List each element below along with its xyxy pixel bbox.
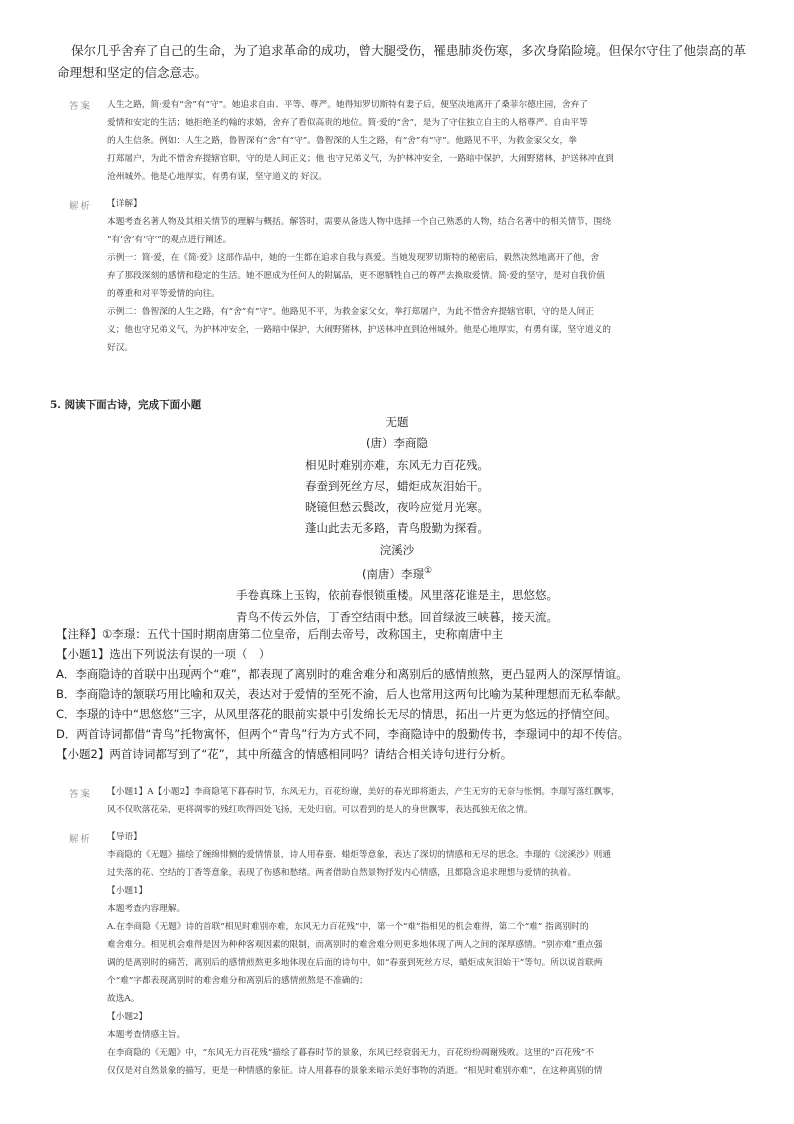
intro-paragraph: 保尔几乎舍弃了自己的生命，为了追求革命的成功，曾大腿受伤，罹患肺炎伤寒，多次身陷险境。但保尔守住了他崇高的革命理想和坚定的信念意志。 [57, 43, 747, 80]
analysis-line: A.在李商隐《无题》诗的首联“相见时难别亦难，东风无力百花残”中，第一个“难”指相见的机会难得，第二个“难” 指离别时的 [107, 922, 589, 932]
question-body [56, 624, 629, 764]
sub-question-2: 【小题2】两首诗词都写到了“花”，其中所蕴含的情感相同吗？请结合相关诗句进行分析。 [56, 747, 513, 761]
answer-line: 【小题1】A【小题2】李商隐笔下暮春时节，东风无力，百花纷谢，美好的春光即将逝去，产生无穷的无奈与怅惘。李璟写落红飘零， [107, 787, 620, 797]
analysis-line: 【导语】 [107, 832, 142, 842]
analysis-line: 仅仅是对自然景象的描写，更是一种情感的象征。诗人用暮春的景象来暗示美好事物的消逝。“相见时难别亦难”，在这种离别的情 [107, 1066, 603, 1076]
analysis-line: 本题考查内容理解。 [107, 904, 186, 914]
analysis-line: 过失落的花、空结的丁香等意象，表现了伤感和愁绪。两者借助自然景物抒发内心情感，且都隐含追求理想与爱情的执着。 [107, 868, 577, 878]
analysis-line: 示例一：简·爱，在《简·爱》这部作品中，她的一生都在追求自我与真爱。当她发现罗切斯特的秘密后，毅然决然地离开了他，舍 [107, 253, 600, 263]
option-d: D．两首诗词都借“青鸟”托物寓怀，但两个“青鸟”行为方式不同，李商隐诗中的殷勤传书，李璟词中的却不传信。 [56, 727, 630, 741]
analysis-tag: 解析 [69, 834, 93, 845]
answer-line: 人生之路，简·爱有“舍”有“守”。她追求自由、平等、尊严。她得知罗切斯特有妻子后，便坚决地离开了桑菲尔德庄园，舍弃了 [107, 100, 588, 110]
poem2-author: (南唐）李璟① [361, 566, 433, 581]
analysis-line: 李商隐的《无题》描绘了缠绵悱恻的爱情情景，诗人用春蚕、蜡炬等意象，表达了深切的情感和无尽的思念。李璟的《浣溪沙》则通 [107, 850, 611, 860]
answer-tag: 答案 [69, 101, 93, 112]
analysis-line: 本题考查名著人物及其相关情节的理解与概括。解答时，需要从备选人物中选择一个自己熟悉的人物，结合名著中的相关情节，围绕 [107, 217, 611, 227]
analysis-line: 示例二：鲁智深的人生之路，有“舍”有“守”。他路见不平，为救金家父女，拳打郑屠户，为此不惜舍弃提辖官职，守的是人间正 [107, 307, 594, 317]
analysis-line: 故选A。 [107, 994, 140, 1004]
poem1-line: 相见时难别亦难，东风无力百花残。 [305, 457, 489, 472]
poem1-author: (唐）李商隐 [366, 436, 428, 451]
option-b: B．李商隐诗的颔联巧用比喻和双关，表达对于爱情的至死不渝，后人也常用这两句比喻为某种理想而无私奉献。 [56, 687, 628, 701]
option-c: C．李璟的诗中“思悠悠”三字，从风里落花的眼前实景中引发绵长无尽的情思，拓出一片更为悠远的抒情空间。 [56, 707, 617, 721]
analysis-line: 调的是离别时的痛苦，离别后的感情煎熬更多地体现在后面的诗句中，如“春蚕到死丝方尽，蜡炬成灰泪始干”等句。所以说首联两 [107, 958, 603, 968]
question-5-heading: 5. 阅读下面古诗，完成下面小题 [50, 399, 202, 411]
analysis-line: 的尊重和对平等爱情的向往。 [107, 289, 220, 299]
poem2-title: 浣溪沙 [379, 542, 415, 557]
option-a: A．李商隐诗的首联中出现两个“难”，都表现了离别时的难舍难分和离别后的感情煎熬，更凸显两人的深厚情谊。 [56, 667, 628, 681]
q4-answer-block [107, 96, 737, 186]
poem1-line: 晓镜但愁云鬓改，夜吟应觉月光寒。 [305, 500, 489, 515]
answer-line: 沧州城外。他是心地厚实，有勇有谋，坚守道义的 好汉。 [107, 172, 327, 182]
sub-question-1: 【小题1】选出下列说法有误的一项（ ） [56, 647, 271, 661]
q5-analysis-block [107, 828, 737, 1080]
analysis-line: 难舍难分。相见机会难得是因为种种客观因素的限制，而离别时的难舍难分则更多地体现了两人之间的深厚感情。“别亦难”重点强 [107, 940, 603, 950]
analysis-line: 好汉。 [107, 343, 134, 353]
q4-analysis-block [107, 213, 737, 357]
q4-analysis-heading: 【详解】 [107, 199, 142, 209]
emphasis-text: 有误 [178, 647, 202, 661]
poem2-line: 手卷真珠上玉钩，依前春恨锁重楼。风里落花谁是主，思悠悠。 [236, 588, 558, 603]
answer-line: 的人生信条。例如：人生之路，鲁智深有“舍”有“守”。鲁智深的人生之路，有“舍”有“守”。他路见不平，为救金家父女，拳 [107, 136, 577, 146]
analysis-line: “有‘舍’有‘守’”的观点进行阐述。 [107, 235, 232, 245]
answer-line: 打郑屠户，为此不惜舍弃提辖官职，守的是人间正义；他 也守兄弟义气，为护林冲安全，一路暗中保护，大闹野猪林，护送林冲直到 [107, 154, 614, 164]
analysis-line: 弃了那段深刻的感情和稳定的生活。她不愿成为任何人的附属品，更不愿牺牲自己的尊严去换取爱情。简·爱的坚守，是对自我价值 [107, 271, 605, 281]
analysis-line: 义；他也守兄弟义气，为护林冲安全，一路暗中保护，大闹野猪林，护送林冲直到沧州城外。他是心地厚实，有勇有谋，坚守道义的 [107, 325, 611, 335]
analysis-line: 个“难”字都表现离别时的难舍难分和离别后的感情煎熬是不准确的； [107, 976, 368, 986]
analysis-line: 本题考查情感主旨。 [107, 1030, 186, 1040]
poem-note: 【注释】①李璟：五代十国时期南唐第二位皇帝，后削去帝号，改称国主，史称南唐中主 [56, 627, 504, 641]
poem2-line: 青鸟不传云外信，丁香空结雨中愁。回首绿波三峡暮，接天流。 [236, 609, 558, 624]
analysis-line: 【小题2】 [107, 1012, 148, 1022]
analysis-line: 在李商隐的《无题》中，“东风无力百花残”描绘了暮春时节的景象，东风已经衰弱无力，百花纷纷凋谢残败。这里的“百花残”不 [107, 1048, 594, 1058]
analysis-line: 【小题1】 [107, 886, 148, 896]
answer-tag: 答案 [69, 789, 93, 800]
analysis-tag: 解析 [69, 201, 93, 212]
q5-answer-block [107, 783, 737, 819]
footnote-marker: ① [423, 566, 433, 577]
poems [0, 412, 794, 628]
poem1-title: 无题 [385, 415, 409, 429]
poem1-line: 春蚕到死丝方尽，蜡炬成灰泪始干。 [305, 478, 489, 493]
poem1-line: 蓬山此去无多路，青鸟殷勤为探看。 [305, 521, 489, 536]
answer-line: 风不仅吹落花朵，更将凋零的残红吹得四处飞扬，无处归宿。可以看到的是人的身世飘零，表达孤独无依之情。 [107, 805, 533, 815]
answer-line: 爱情和安定的生活；她拒绝圣约翰的求婚，舍弃了看似高贵的地位。简·爱的“舍”，是为了守住独立自主的人格尊严、自由平等 [107, 118, 588, 128]
